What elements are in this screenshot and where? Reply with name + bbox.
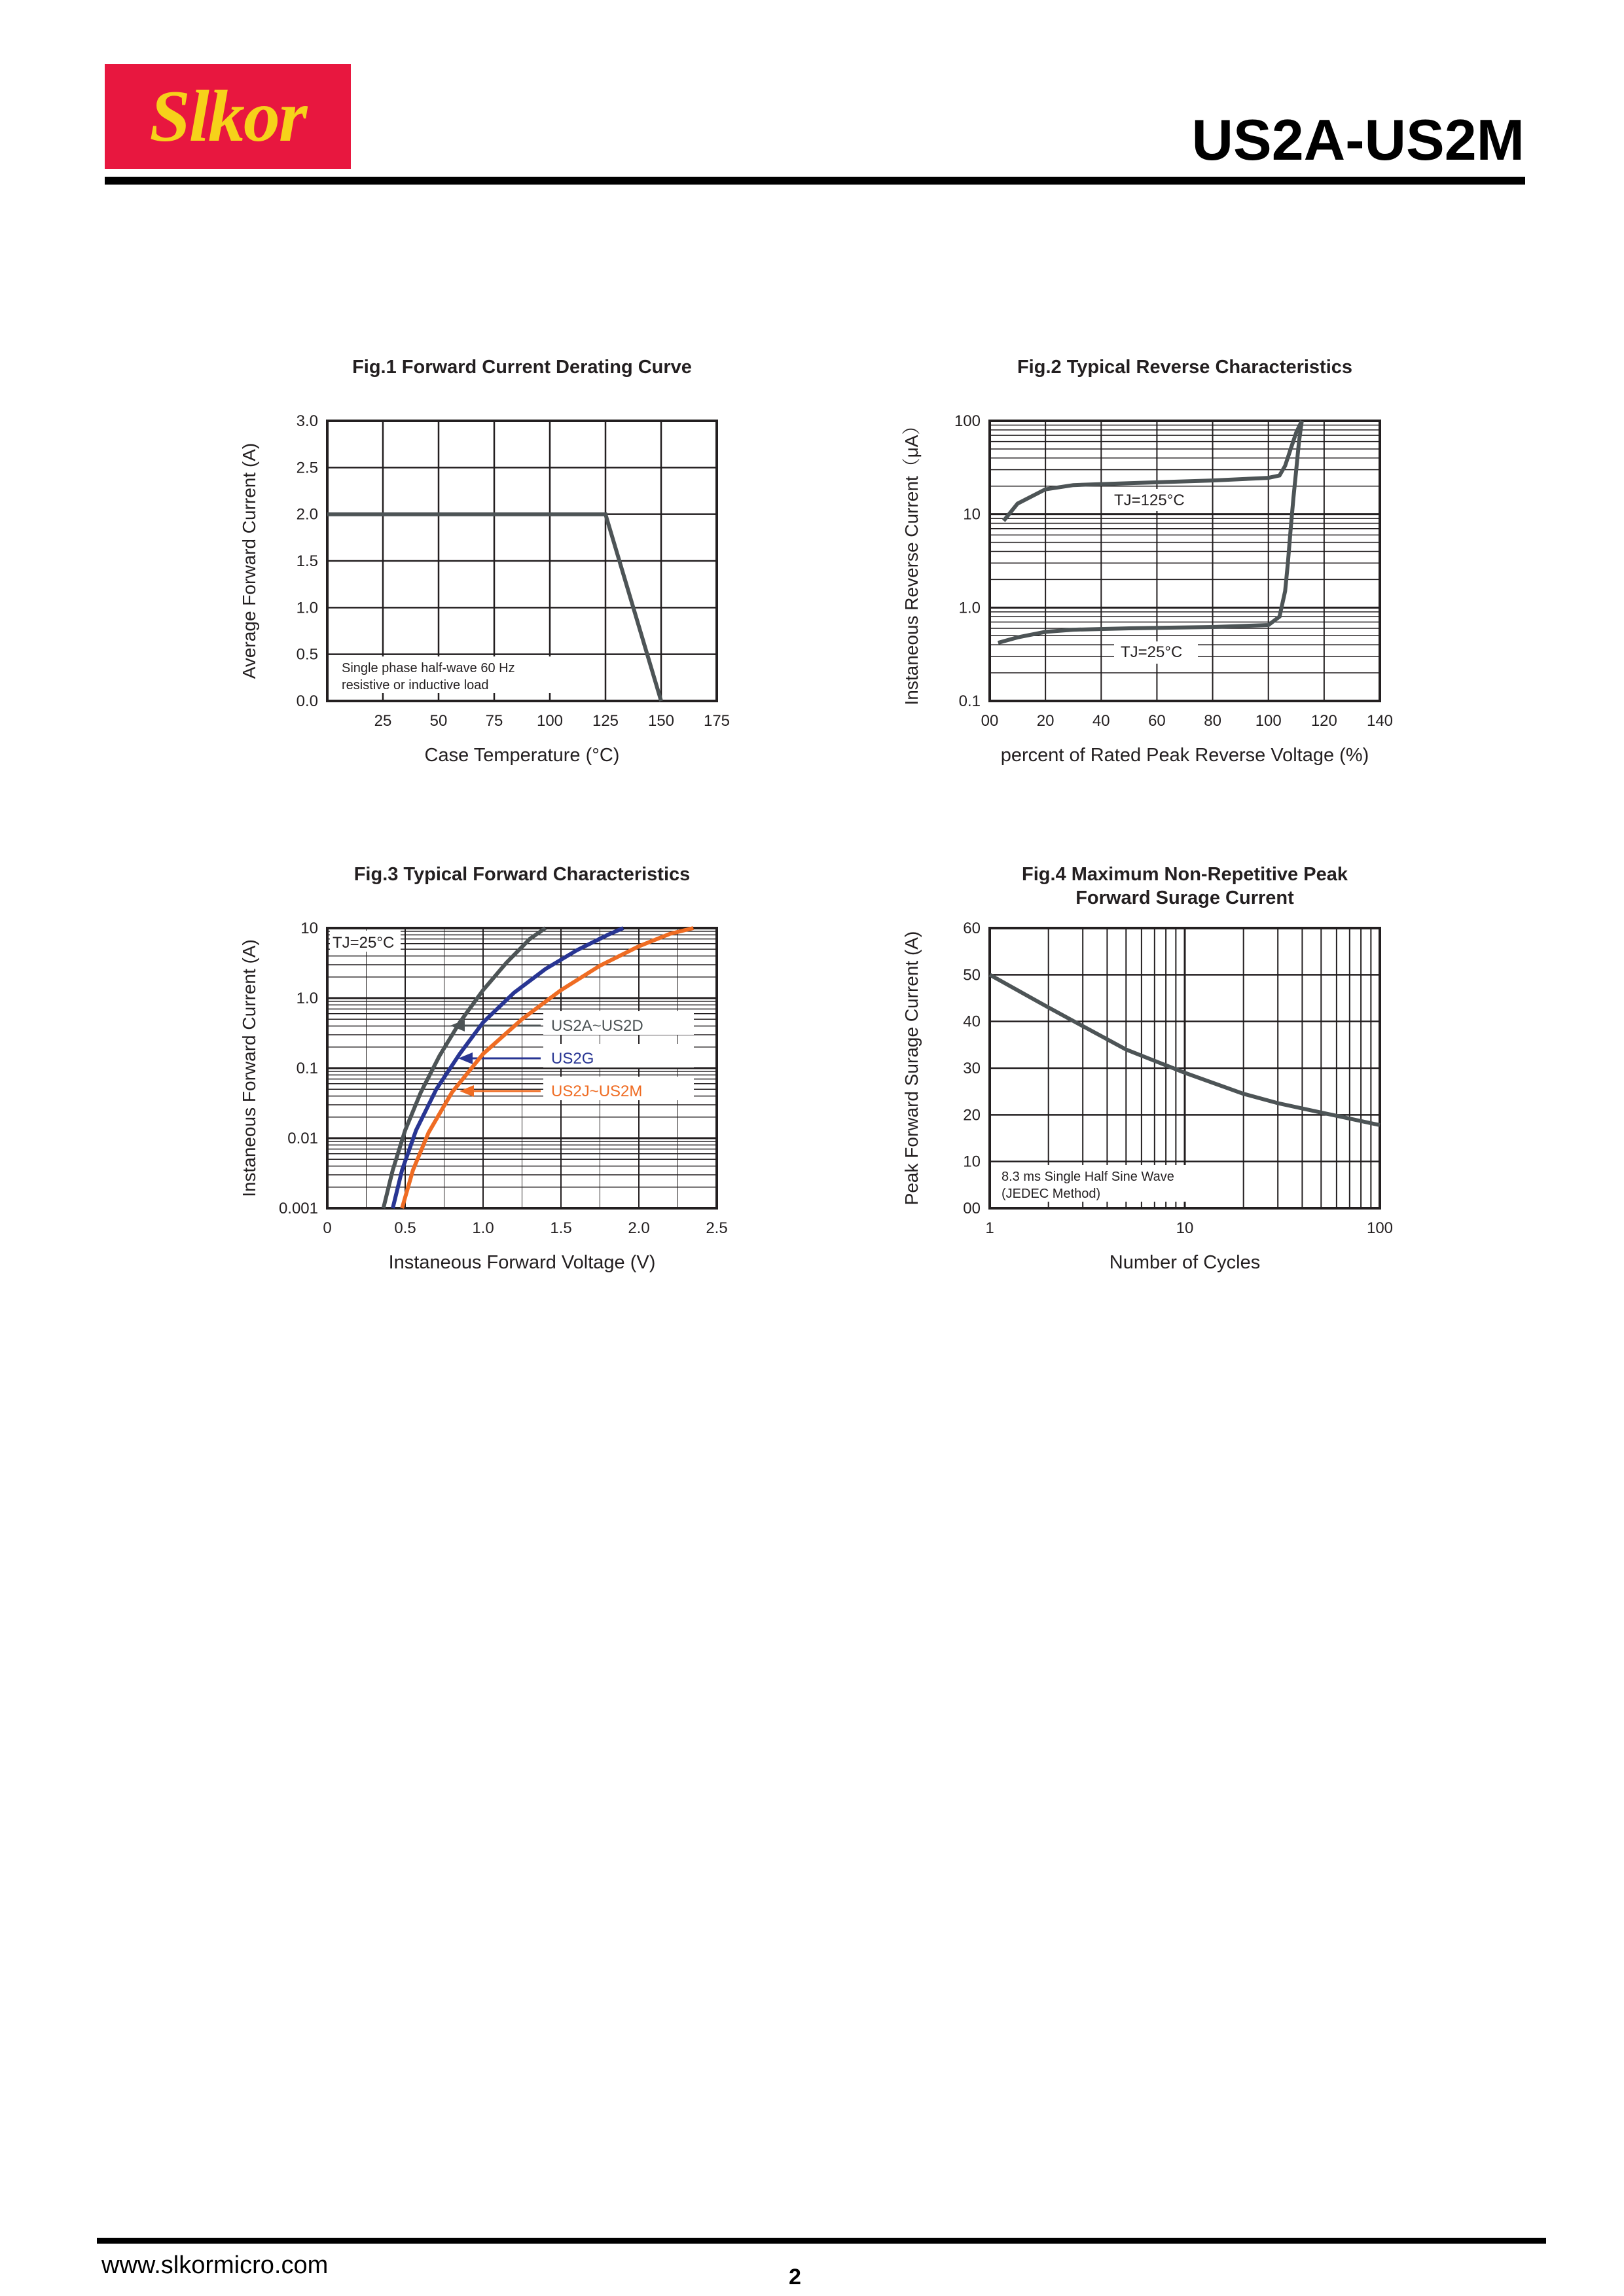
y-tick-label: 10: [300, 920, 318, 937]
x-axis-label: Case Temperature (°C): [424, 745, 620, 766]
part-number-title: US2A-US2M: [1191, 107, 1525, 172]
y-axis-label: Average Forward Current (A): [239, 442, 259, 679]
y-tick-label: 1.0: [296, 990, 318, 1007]
y-tick-label: 10: [963, 505, 981, 524]
x-tick-label: 75: [485, 712, 503, 730]
y-tick-label: 0.0: [296, 692, 318, 710]
x-tick-label: 100: [536, 712, 564, 730]
y-axis-label: Instaneous Forward Current (A): [239, 939, 259, 1197]
y-tick-label: 30: [963, 1060, 981, 1077]
x-tick-label: 25: [374, 712, 392, 730]
annotation-text: resistive or inductive load: [342, 678, 489, 692]
legend-arrow-head: [460, 1085, 474, 1097]
x-tick-label: 1.0: [472, 1219, 494, 1237]
fig3-chart: [239, 864, 728, 1273]
chart-title: Fig.3 Typical Forward Characteristics: [353, 864, 691, 885]
x-tick-label: 40: [1092, 712, 1110, 730]
x-tick-label: 125: [592, 712, 619, 730]
x-tick-label: 120: [1310, 712, 1337, 730]
y-tick-label: 1.0: [296, 599, 318, 617]
y-tick-label: 60: [963, 920, 981, 937]
x-tick-label: 140: [1366, 712, 1394, 730]
y-tick-label: 0.01: [287, 1130, 318, 1147]
x-tick-label: 150: [647, 712, 675, 730]
x-tick-label: 0: [323, 1219, 332, 1237]
footer-rule: [97, 2238, 1546, 2244]
y-tick-label: 1.0: [958, 599, 981, 617]
x-tick-label: 00: [981, 712, 999, 730]
y-tick-label: 0.001: [278, 1200, 318, 1217]
chart-title: Fig.2 Typical Reverse Characteristics: [1017, 357, 1353, 378]
x-tick-label: 0.5: [394, 1219, 416, 1237]
x-axis-label: Instaneous Forward Voltage (V): [388, 1252, 656, 1273]
chart-title: Fig.4 Maximum Non-Repetitive Peak: [1022, 864, 1348, 885]
x-tick-label: 100: [1255, 712, 1282, 730]
x-tick-label: 10: [1176, 1219, 1194, 1237]
page-number: 2: [789, 2265, 801, 2289]
y-tick-label: 0.1: [958, 692, 981, 710]
x-tick-label: 20: [1036, 712, 1055, 730]
fig2-chart: [901, 357, 1393, 766]
legend-label-1: US2G: [551, 1050, 594, 1067]
x-tick-label: 1: [985, 1219, 994, 1237]
x-tick-label: 50: [429, 712, 448, 730]
x-tick-label: 1.5: [550, 1219, 572, 1237]
y-tick-label: 0.1: [296, 1060, 318, 1077]
x-tick-label: 100: [1366, 1219, 1394, 1237]
x-tick-label: 2.5: [706, 1219, 728, 1237]
y-tick-label: 2.0: [296, 505, 318, 524]
fig1-chart: [239, 357, 730, 766]
x-tick-label: 60: [1148, 712, 1166, 730]
y-tick-label: 00: [963, 1200, 981, 1217]
series-label-tj25: TJ=25°C: [1121, 643, 1183, 661]
annotation-text: 8.3 ms Single Half Sine Wave: [1001, 1170, 1174, 1184]
y-axis-label: Instaneous Reverse Current（μA）: [901, 416, 922, 706]
y-tick-label: 1.5: [296, 552, 318, 570]
series-line-tj25: [998, 421, 1302, 643]
y-tick-label: 10: [963, 1153, 981, 1171]
x-tick-label: 80: [1204, 712, 1221, 730]
x-axis-label: Number of Cycles: [1109, 1252, 1261, 1273]
legend-label-0: US2A~US2D: [551, 1017, 643, 1035]
y-tick-label: 40: [963, 1013, 981, 1031]
y-tick-label: 50: [963, 966, 981, 984]
x-tick-label: 175: [703, 712, 731, 730]
chart-title-line2: Forward Surage Current: [1075, 888, 1294, 908]
y-tick-label: 0.5: [296, 645, 318, 664]
annotation-tj: TJ=25°C: [333, 934, 395, 952]
x-axis-label: percent of Rated Peak Reverse Voltage (%): [1000, 745, 1369, 766]
x-tick-label: 2.0: [628, 1219, 650, 1237]
y-tick-label: 20: [963, 1106, 981, 1124]
annotation-text: Single phase half-wave 60 Hz: [342, 661, 515, 675]
series-label-tj125: TJ=125°C: [1114, 492, 1185, 509]
y-axis-label: Peak Forward Surage Current (A): [901, 931, 922, 1206]
logo-text: Slkor: [149, 76, 306, 157]
fig4-chart: [901, 864, 1393, 1273]
y-tick-label: 2.5: [296, 459, 318, 477]
y-tick-label: 3.0: [296, 412, 318, 430]
chart-title: Fig.1 Forward Current Derating Curve: [352, 357, 692, 378]
legend-label-2: US2J~US2M: [551, 1083, 643, 1100]
y-tick-label: 100: [954, 412, 981, 430]
website-link[interactable]: www.slkormicro.com: [101, 2251, 329, 2279]
annotation-text: (JEDEC Method): [1001, 1187, 1101, 1201]
